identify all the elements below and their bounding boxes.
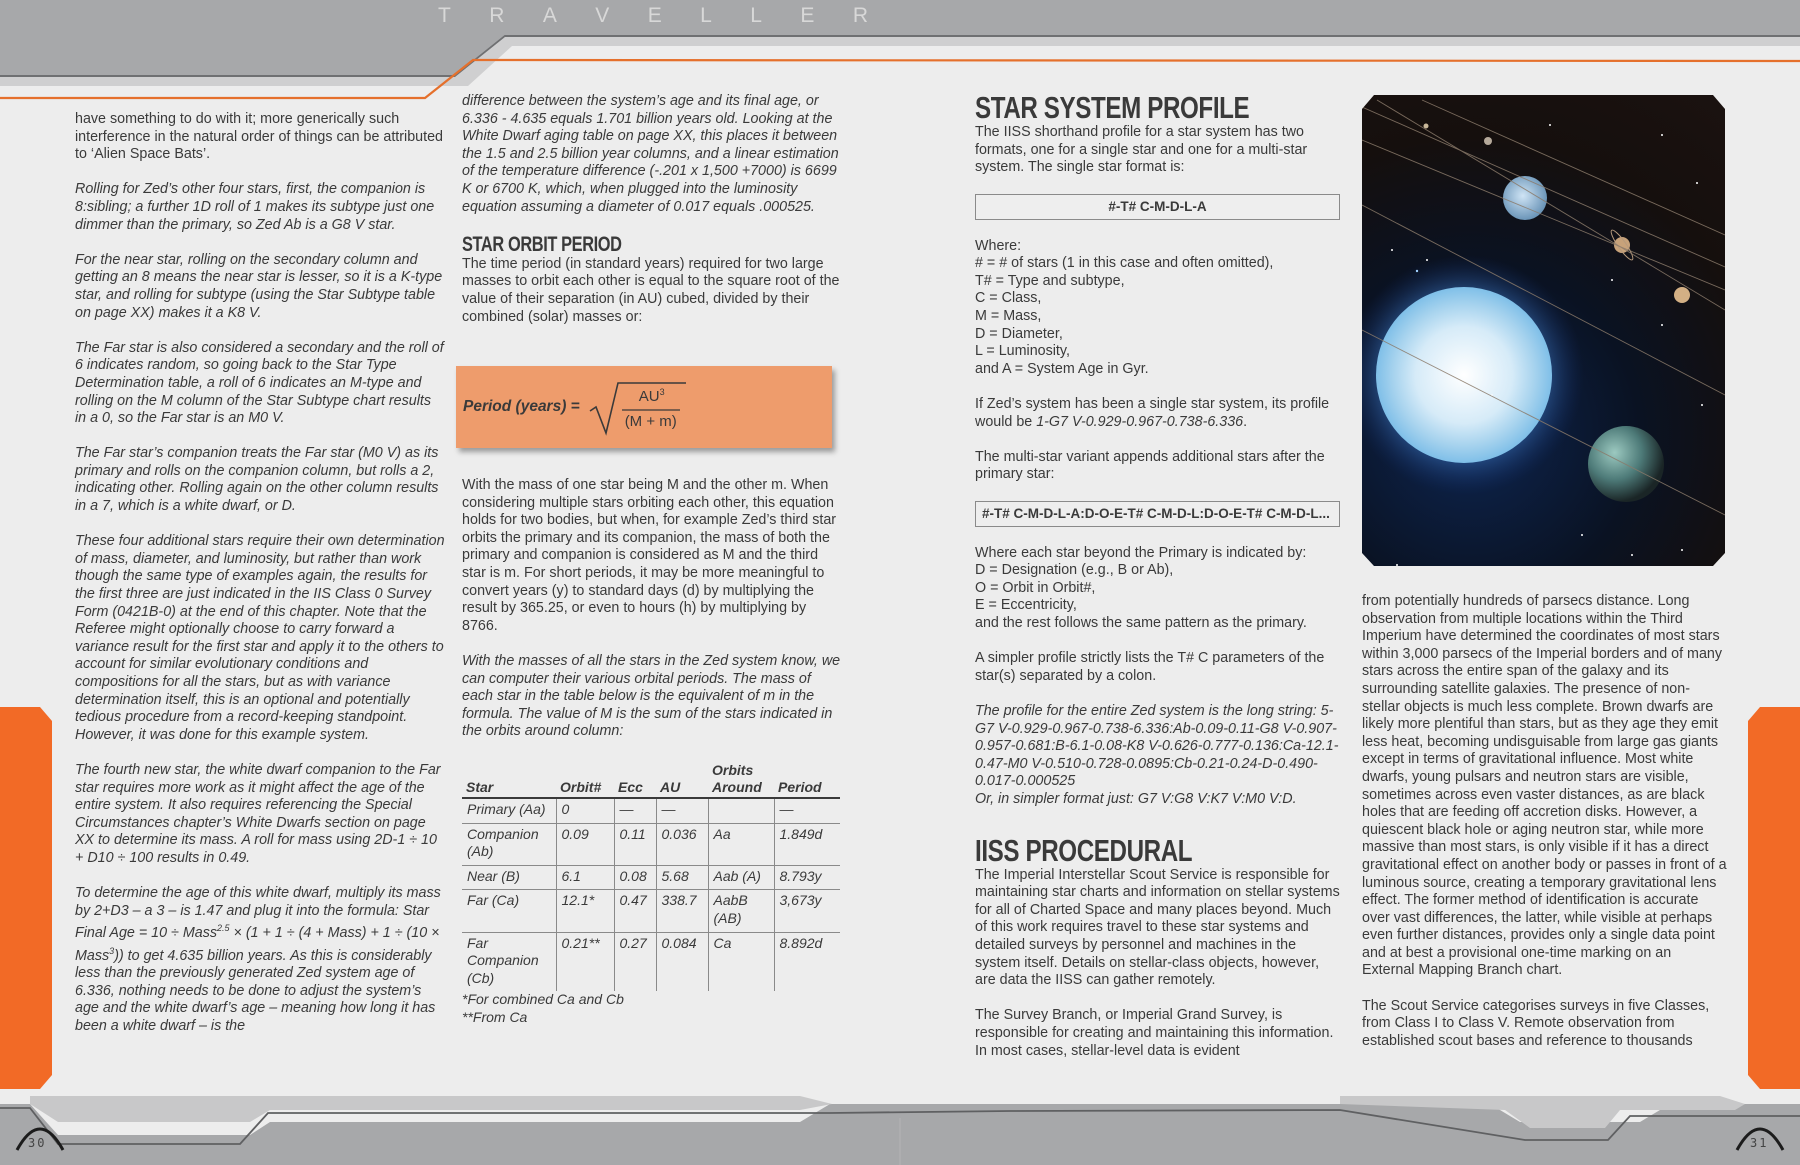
- text-run: )) to get 4.635 billion years. As this is considerably less than the previously generated Zed system age of 6.336, nothing needs to be done to adjust the system’s age and the white dwarf’s age – meaning how long it has been a white dwarf – is the: [75, 947, 436, 1034]
- fraction-numerator: [624, 387, 680, 405]
- paragraph: These four additional stars require their own determination of mass, diameter, and luminosity, but rather than work though the same type of examples again, the results for the first three are just indicated in the IIS Class 0 Survey Form (0421B-0) at the end of this chapter. Note that the Referee might optionally choose to carry forward a variance result for the first star and apply it to the others to account for similar evolutionary conditions and compositions for all the stars, but as with variance determination itself, this is an optional and potentially tedious procedure from a record-keeping standpoint. However, it was done for this example system.: [75, 533, 445, 743]
- line: and the rest follows the same pattern as the primary.: [975, 615, 1307, 632]
- table-row: [462, 932, 840, 991]
- right-page-column-3: [975, 92, 1340, 1078]
- table-row: [462, 890, 840, 932]
- line: Where each star beyond the Primary is indicated by:: [975, 544, 1307, 561]
- multi-star-format-box: #-T# C-M-D-L-A:D-O-E-T# C-M-D-L:D-O-E-T# C-M-D-L...: [975, 501, 1340, 527]
- column-header: AU: [656, 761, 708, 798]
- cell: 0.084: [656, 932, 708, 991]
- paragraph: For the near star, rolling on the secondary column and getting an 8 means the near star is lesser, so it is a K-type star, and rolling for subtype (using the Star Subtype table on page XX) makes it a K8 V.: [75, 251, 443, 321]
- cell: Aab (A): [708, 865, 774, 890]
- paragraph: The Imperial Interstellar Scout Service is responsible for maintaining star charts and information on stellar systems for all of Charted Space and many places beyond. Much of this work requires travel to these star systems and detailed surveys by personnel and machines in the system itself. Details on stellar-class objects, however, are data the IISS can gather remotely.: [975, 866, 1340, 989]
- cell: 0.09: [556, 823, 614, 865]
- text-run: To determine the age of this white dwarf, multiply its mass by 2+D3 – a 3 – is 1.47 and plug it into the formula: Star Final Age = 10 ÷ Mass: [75, 885, 441, 942]
- paragraph: Rolling for Zed’s other four stars, first, the companion is 8:sibling; a further 1D roll of 1 makes its subtype just one dimmer than the primary, so Zed Ab is a G8 V star.: [75, 181, 435, 233]
- cell: 0.11: [614, 823, 656, 865]
- cell: 0.08: [614, 865, 656, 890]
- cell: 5.68: [656, 865, 708, 890]
- orange-side-tab-right: [1748, 707, 1800, 1089]
- paragraph-white-dwarf-age: [75, 885, 445, 1035]
- paragraph: have something to do with it; more generically such interference in the natural order of things can be attributed to ‘Alien Space Bats’.: [75, 111, 443, 163]
- definition-list: [975, 238, 1340, 379]
- line: M = Mass,: [975, 307, 1042, 324]
- numerator-text: AU: [638, 388, 660, 405]
- cell: 0: [556, 798, 614, 823]
- brand-letter: L: [750, 4, 762, 27]
- line: Where:: [975, 237, 1022, 254]
- table-row: [462, 798, 840, 823]
- column-header: Orbit#: [556, 761, 614, 798]
- square-root-expression: [588, 377, 688, 437]
- cell: 6.1: [556, 865, 614, 890]
- column-header: Star: [462, 761, 556, 798]
- section-heading-star-orbit-period: STAR ORBIT PERIOD: [462, 232, 622, 256]
- cell: 0.47: [614, 890, 656, 932]
- fraction-denominator: (M + m): [624, 413, 677, 430]
- section-heading-iiss-procedural: IISS PROCEDURAL: [975, 832, 1193, 868]
- definition-list: [975, 545, 1340, 633]
- paragraph: The time period (in standard years) required for two large masses to orbit each other is equal to the square root of the value of their separation (in AU) cubed, divided by their combined (solar) masses or:: [462, 255, 840, 325]
- cell: 8.892d: [774, 932, 840, 991]
- cell: Far (Ca): [462, 890, 556, 932]
- zed-profile-paragraph: [975, 703, 1340, 809]
- footnote: *For combined Ca and Cb: [462, 991, 624, 1007]
- line: D = Designation (e.g., B or Ab),: [975, 562, 1174, 579]
- brand-letter: E: [800, 4, 815, 27]
- zed-simple-profile: Or, in simpler format just: G7 V:G8 V:K7 V:M0 V:D.: [975, 790, 1297, 807]
- paragraph: The Far star’s companion treats the Far star (M0 V) as its primary and rolls on the companion column, but rolls a 2, indicating other. Rolling again on the other column results in a 7, which is a white dwarf, or D.: [75, 445, 439, 515]
- cell: —: [656, 798, 708, 823]
- profile-code: 1-G7 V-0.929-0.967-0.738-6.336: [1036, 413, 1244, 430]
- line: # = # of stars (1 in this case and often omitted),: [975, 255, 1274, 272]
- brand-letter: E: [647, 4, 662, 27]
- cell: Companion (Ab): [462, 823, 556, 865]
- column-header: Period: [774, 761, 840, 798]
- formula-label: Period (years) =: [463, 398, 580, 415]
- brand-letter: T: [438, 4, 451, 27]
- column-header: Orbits Around: [708, 761, 774, 798]
- page-number-left: 30: [28, 1136, 47, 1150]
- cell: 0.21**: [556, 932, 614, 991]
- paragraph: [975, 396, 1340, 431]
- single-star-format-box: #-T# C-M-D-L-A: [975, 194, 1340, 220]
- paragraph: The fourth new star, the white dwarf companion to the Far star requires more work as it might affect the age of the entire system. It also requires referencing the Special Circumstances chapter’s White Dwarfs section on page XX to determine its mass. A roll for mass using 2D-1 ÷ 10 + D10 ÷ 100 results in 0.49.: [75, 761, 441, 866]
- left-page-column-2-lower: [462, 477, 842, 759]
- cell: Ca: [708, 932, 774, 991]
- line: O = Orbit in Orbit#,: [975, 579, 1096, 596]
- cell: Primary (Aa): [462, 798, 556, 823]
- paragraph: The Survey Branch, or Imperial Grand Survey, is responsible for creating and maintaining this information. In most cases, stellar-level data is evident: [975, 1007, 1334, 1059]
- right-page-column-4: [1362, 593, 1727, 1068]
- cell: —: [614, 798, 656, 823]
- cell: Aa: [708, 823, 774, 865]
- line: D = Diameter,: [975, 325, 1063, 342]
- brand-letter: V: [595, 4, 610, 27]
- cell: 8.793y: [774, 865, 840, 890]
- superscript: 3: [659, 387, 665, 397]
- left-page-column-1: [75, 111, 445, 1053]
- text-run: × (1 + 1 ÷ (4 + Mass) + 1 ÷ (10 × Mass: [75, 925, 440, 964]
- star-system-art: [1362, 95, 1725, 566]
- brand-wordmark: [438, 4, 868, 28]
- paragraph: The multi-star variant appends additional stars after the primary star:: [975, 448, 1325, 483]
- line: C = Class,: [975, 290, 1042, 307]
- table-row: [462, 823, 840, 865]
- line: E = Eccentricity,: [975, 597, 1077, 614]
- line: and A = System Age in Gyr.: [975, 360, 1149, 377]
- cell: 1.849d: [774, 823, 840, 865]
- paragraph: from potentially hundreds of parsecs distance. Long observation from multiple locations within the Third Imperium have determined the coordinates of most stars within 3,000 parsecs of the Imperial borders and of many stars across the entire span of the galaxy and its surrounding satellite galaxies. The presence of non-stellar objects is much less complete. Brown dwarfs are likely more plentiful than stars, but as they age they emit less heat, becoming undisguisable from large gas giants except in terms of gravitational influence. Most white dwarfs, young pulsars and neutron stars are visible, sometimes across even vaster distances, as are black holes that are feeding off accretion disks. However, a quiescent black hole or aging neutron star, while more massive than most stars, is only visible if it has a direct gravitational effect on another body or passes in front of a luminous source, creating a temporary gravitational lens effect. The former method of identification is accurate over vast differences, the latter, while visible at perhaps even further distances, provides only a single data point and at best a provisional one-time marking on an External Mapping Branch chart.: [1362, 593, 1727, 979]
- paragraph: difference between the system’s age and its final age, or 6.336 - 4.635 equals 1.701 billion years old. Looking at the White Dwarf aging table on page XX, this places it between the 1.5 and 2.5 billion year columns, and a linear estimation of the temperature difference (-.201 x 1,500 +7000) is 6699 K or 6700 K, which, when plugged into the luminosity equation assuming a diameter of 0.017 equals .000525.: [462, 93, 839, 215]
- cell: 0.036: [656, 823, 708, 865]
- orange-side-tab-left: [0, 707, 52, 1089]
- zed-profile-string: The profile for the entire Zed system is the long string: 5-G7 V-0.929-0.967-0.738-6.336:Ab-0.09-0.11-G8 V-0.907-0.957-0.681:B-6.1-0.08-K8 V-0.626-0.777-0.136:Ca-12.1-0.47-M0 V-0.510-0.728-0.0895:Cb-0.21-0.24-D-0.490-0.017-0.000525: [975, 703, 1339, 790]
- paragraph: With the masses of all the stars in the Zed system know, we can computer their various orbital periods. The mass of each star in the table below is the equivalent of m in the formula. The value of M is the sum of the stars indicated in the orbits around column:: [462, 652, 841, 740]
- brand-letter: R: [489, 4, 505, 27]
- paragraph: The IISS shorthand profile for a star system has two formats, one for a single star and one for a multi-star system. The single star format is:: [975, 124, 1308, 176]
- section-heading-star-system-profile: STAR SYSTEM PROFILE: [975, 90, 1250, 125]
- table-header-row: [462, 761, 840, 798]
- paragraph: The Far star is also considered a secondary and the roll of 6 indicates random, so going back to the Star Type Determination table, a roll of 6 indicates an M-type and rolling on the M column of the Star Subtype chart results in a 0, so the Far star is an M0 V.: [75, 339, 444, 427]
- cell: 3,673y: [774, 890, 840, 932]
- cell: [708, 798, 774, 823]
- column-header: Ecc: [614, 761, 656, 798]
- cell: 338.7: [656, 890, 708, 932]
- cell: 12.1*: [556, 890, 614, 932]
- brand-letter: R: [852, 4, 868, 27]
- brand-letter: L: [700, 4, 712, 27]
- cell: 0.27: [614, 932, 656, 991]
- table-row: [462, 865, 840, 890]
- brand-letter: A: [542, 4, 557, 27]
- cell: —: [774, 798, 840, 823]
- cell: Near (B): [462, 865, 556, 890]
- star-orbits-table: [462, 761, 840, 991]
- orbit-period-formula-box: [456, 366, 832, 448]
- superscript: 3: [109, 945, 115, 956]
- left-page-column-2: [462, 93, 842, 344]
- table-footnotes: [462, 990, 624, 1026]
- cell: AabB (AB): [708, 890, 774, 932]
- line: L = Luminosity,: [975, 343, 1070, 360]
- star-system-illustration: [1362, 95, 1725, 566]
- text-run: If Zed’s system has been a single star system, its profile would be: [975, 395, 1330, 430]
- superscript: 2.5: [217, 923, 230, 934]
- paragraph: The Scout Service categorises surveys in five Classes, from Class I to Class V. Remote observation from established scout bases and reference to thousands: [1362, 997, 1710, 1049]
- cell: Far Companion (Cb): [467, 934, 539, 986]
- paragraph: A simpler profile strictly lists the T# C parameters of the star(s) separated by a colon.: [975, 650, 1325, 684]
- text-run: .: [1243, 413, 1248, 430]
- page-number-right: 31: [1750, 1136, 1769, 1150]
- footnote: **From Ca: [462, 1009, 528, 1025]
- paragraph: With the mass of one star being M and the other m. When considering multiple stars orbiting each other, this equation holds for two bodies, but when, for example Zed’s third star orbits the primary and its companion, the mass of both the primary and companion is considered as M and the third star is m. For short periods, it may be more meaningful to convert years (y) to standard days (d) by multiplying the result by 365.25, or even to hours (h) by multiplying by 8766.: [462, 477, 837, 634]
- line: T# = Type and subtype,: [975, 272, 1125, 289]
